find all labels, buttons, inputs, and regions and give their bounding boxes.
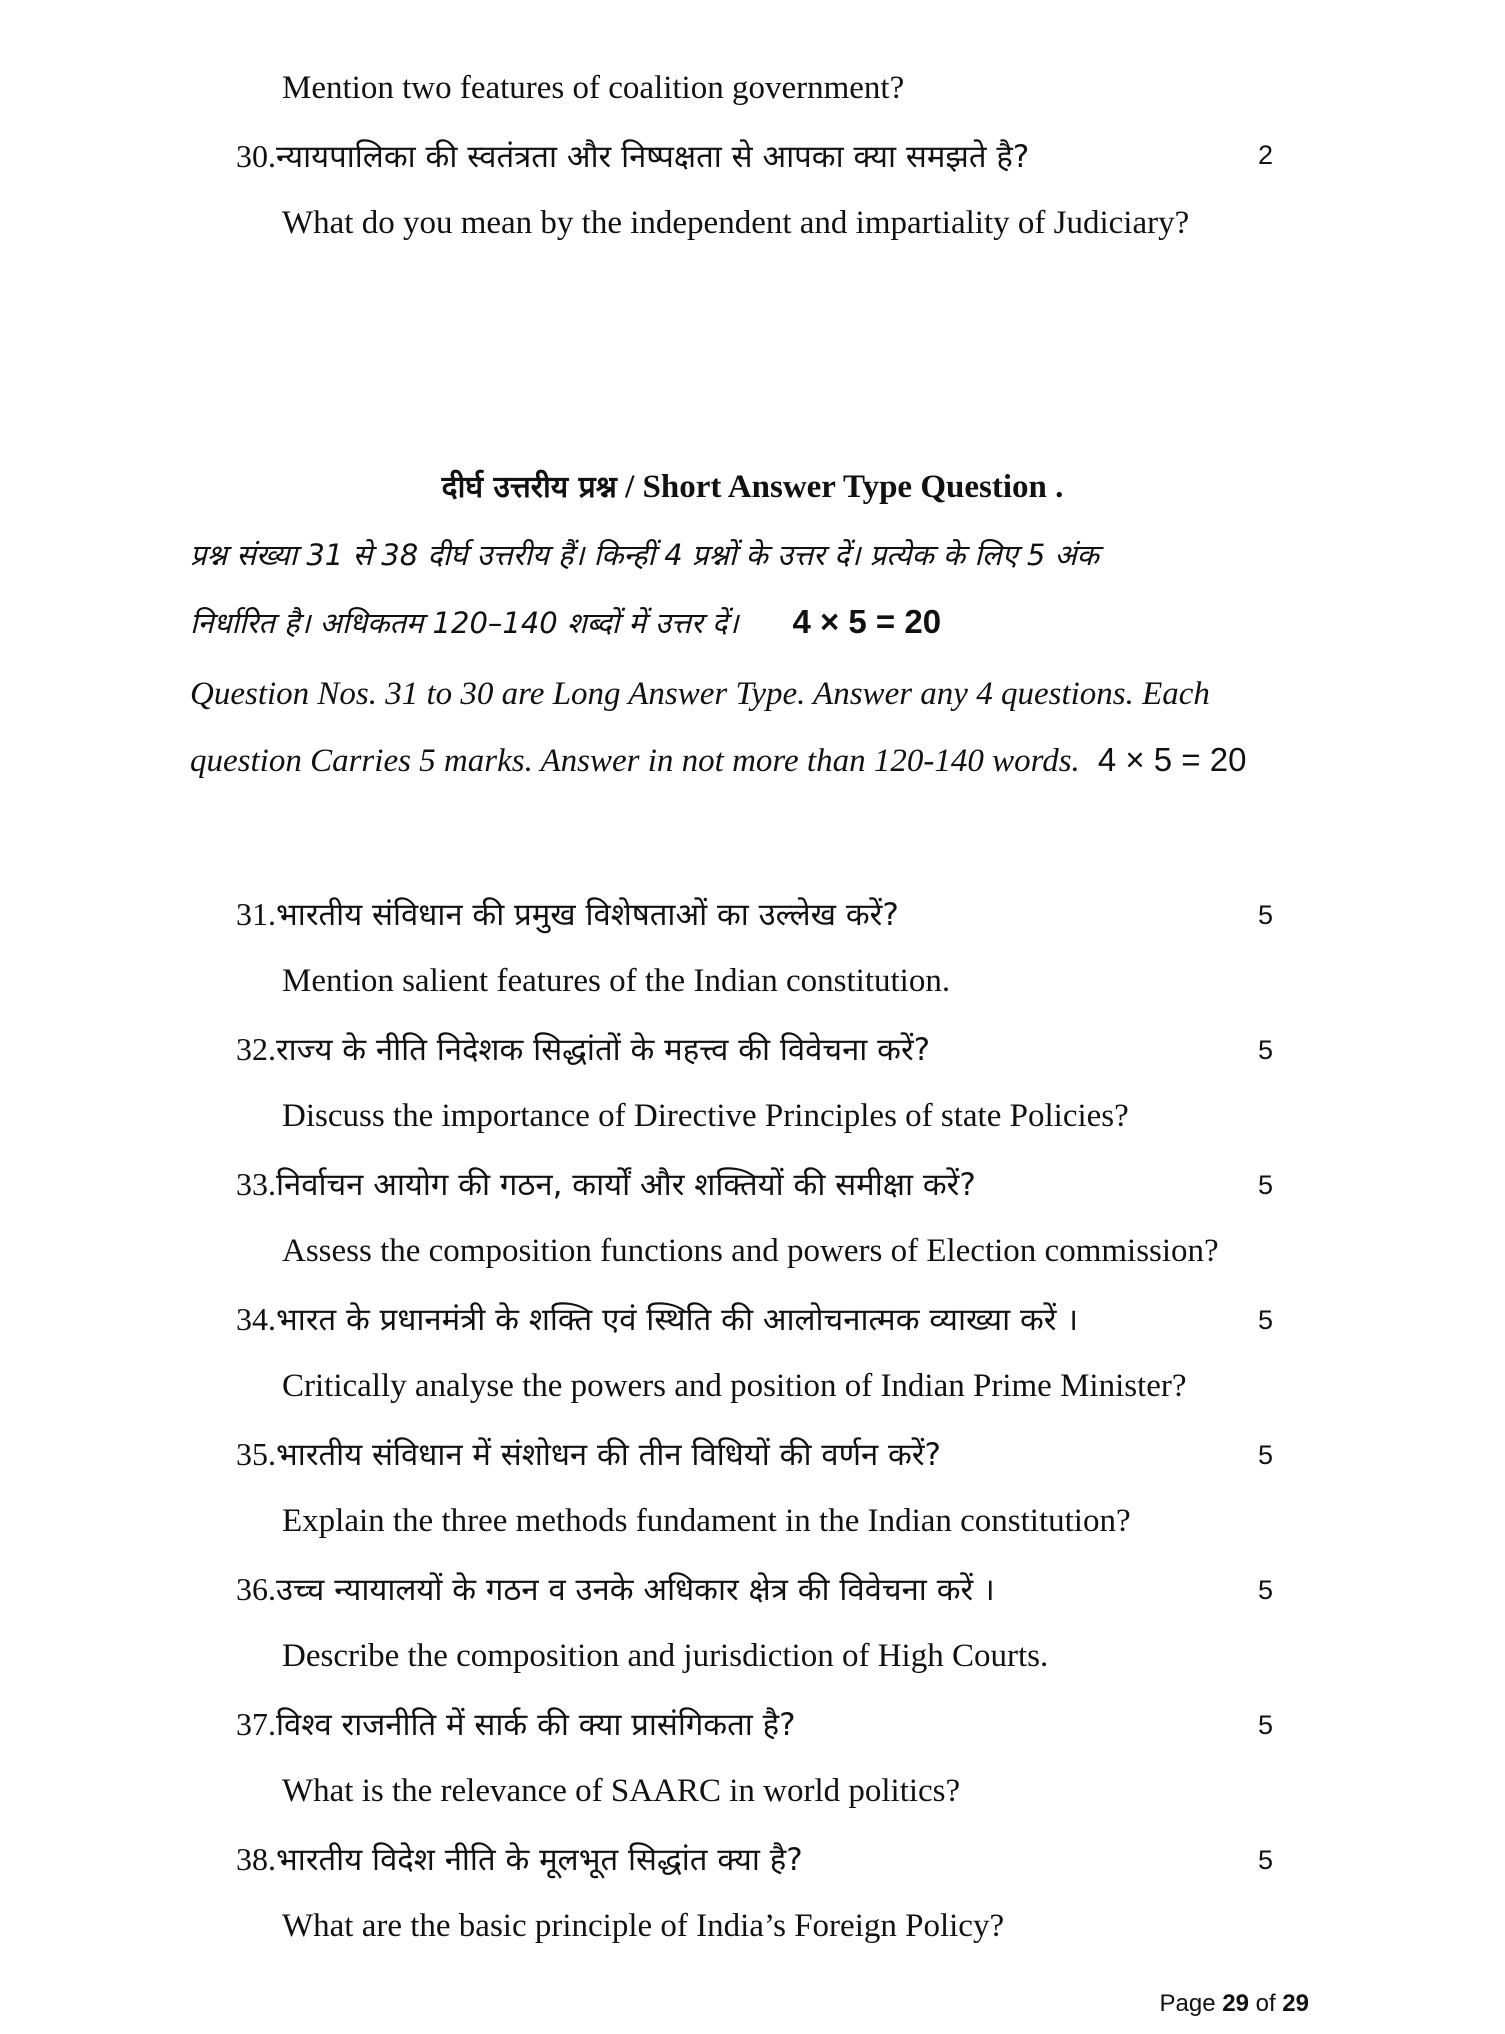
- q30-row: [236, 135, 1029, 177]
- section-heading-hindi: दीर्घ उत्तरीय प्रश्न: [441, 470, 617, 505]
- question-34-english-text: Critically analyse the powers and position of Indian Prime Minister?: [282, 1368, 1187, 1404]
- footer-prefix: Page: [1159, 1990, 1223, 2017]
- instructions-hindi-line-2-row: [190, 603, 941, 642]
- q30-english-text: What do you mean by the independent and impartiality of Judiciary?: [282, 205, 1190, 241]
- section-heading-separator: /: [616, 469, 643, 505]
- instructions-english-line-2-row: [190, 741, 1246, 780]
- footer-current-page: 29: [1222, 1990, 1249, 2017]
- question-hindi-text: भारत के प्रधानमंत्री के शक्ति एवं स्थिति की आलोचनात्मक व्याख्या करें ।: [276, 1302, 1079, 1338]
- question-hindi-text: राज्य के नीति निदेशक सिद्धांतों के महत्त्व की विवेचना करें?: [276, 1032, 931, 1068]
- question-34-marks: 5: [1258, 1305, 1274, 1335]
- question-number: 33.: [236, 1166, 276, 1202]
- section-heading-english: Short Answer Type Question .: [642, 469, 1064, 505]
- question-hindi-text: भारतीय विदेश नीति के मूलभूत सिद्धांत क्या है?: [276, 1842, 803, 1878]
- question-hindi-text: भारतीय संविधान में संशोधन की तीन विधियों की वर्णन करें?: [276, 1437, 941, 1473]
- question-hindi-text: भारतीय संविधान की प्रमुख विशेषताओं का उल्लेख करें?: [276, 897, 899, 933]
- question-number: 38.: [236, 1841, 276, 1877]
- question-37-english-text: What is the relevance of SAARC in world politics?: [282, 1773, 961, 1809]
- question-31-marks: 5: [1258, 900, 1274, 930]
- q29-english-text: Mention two features of coalition government?: [282, 70, 905, 106]
- question-38-marks: 5: [1258, 1845, 1274, 1875]
- question-number: 36.: [236, 1571, 276, 1607]
- question-31-english-text: Mention salient features of the Indian constitution.: [282, 963, 951, 999]
- footer-middle: of: [1248, 1990, 1283, 2017]
- question-hindi-text: उच्च न्यायालयों के गठन व उनके अधिकार क्षेत्र की विवेचना करें ।: [276, 1572, 995, 1608]
- question-36-english-text: Describe the composition and jurisdiction of High Courts.: [282, 1638, 1049, 1674]
- question-37-row: [236, 1703, 796, 1745]
- question-number: 31.: [236, 896, 276, 932]
- q30-hindi-text: न्यायपालिका की स्वतंत्रता और निष्पक्षता से आपका क्या समझते है?: [276, 139, 1030, 175]
- page-footer: [1160, 1990, 1309, 2018]
- instructions-hindi-line-2: निर्धारित है। अधिकतम 120–140 शब्दों में उत्तर दें।: [190, 606, 739, 640]
- question-number: 35.: [236, 1436, 276, 1472]
- question-hindi-text: निर्वाचन आयोग की गठन, कार्यों और शक्तियों की समीक्षा करें?: [276, 1167, 976, 1203]
- question-37-marks: 5: [1258, 1710, 1274, 1740]
- q30-marks: 2: [1258, 140, 1274, 170]
- question-36-marks: 5: [1258, 1575, 1274, 1605]
- question-35-row: [236, 1433, 941, 1475]
- question-38-english-text: What are the basic principle of India’s Foreign Policy?: [282, 1908, 1005, 1944]
- instructions-english-formula: 4 × 5 = 20: [1097, 741, 1247, 778]
- instructions-hindi-formula: 4 × 5 = 20: [792, 603, 942, 640]
- question-32-marks: 5: [1258, 1035, 1274, 1065]
- question-number: 32.: [236, 1031, 276, 1067]
- question-hindi-text: विश्व राजनीति में सार्क की क्या प्रासंगिकता है?: [276, 1707, 796, 1743]
- question-number: 34.: [236, 1301, 276, 1337]
- question-33-english-text: Assess the composition functions and powers of Election commission?: [282, 1233, 1219, 1269]
- instructions-english-line-2: question Carries 5 marks. Answer in not more than 120-140 words.: [190, 743, 1080, 779]
- question-35-english-text: Explain the three methods fundament in the Indian constitution?: [282, 1503, 1131, 1539]
- instructions-english-line-1: Question Nos. 31 to 30 are Long Answer Type. Answer any 4 questions. Each: [190, 676, 1210, 712]
- question-31-row: [236, 893, 899, 935]
- question-38-row: [236, 1838, 803, 1880]
- instructions-hindi-line-1: प्रश्न संख्या 31 से 38 दीर्घ उत्तरीय हैं। किन्हीं 4 प्रश्नों के उत्तर दें। प्रत्येक के लिए 5 अंक: [190, 538, 1099, 572]
- question-32-english-text: Discuss the importance of Directive Principles of state Policies?: [282, 1098, 1129, 1134]
- question-34-row: [236, 1298, 1078, 1340]
- question-33-row: [236, 1163, 976, 1205]
- question-36-row: [236, 1568, 995, 1610]
- question-33-marks: 5: [1258, 1170, 1274, 1200]
- question-32-row: [236, 1028, 930, 1070]
- question-number: 37.: [236, 1706, 276, 1742]
- question-35-marks: 5: [1258, 1440, 1274, 1470]
- q30-number: 30.: [236, 138, 276, 174]
- footer-total-pages: 29: [1282, 1990, 1309, 2017]
- section-heading: [0, 465, 1505, 506]
